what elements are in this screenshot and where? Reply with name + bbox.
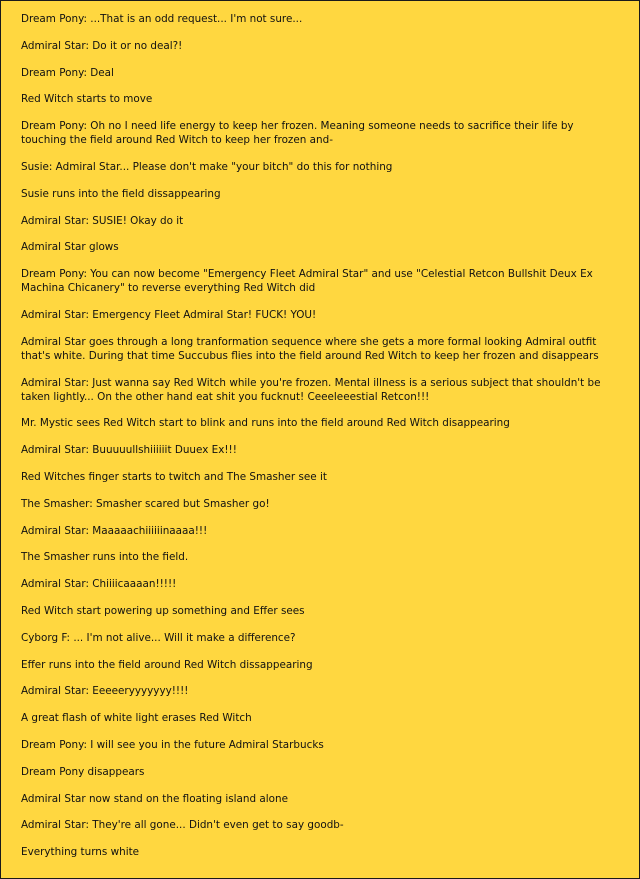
script-line: Mr. Mystic sees Red Witch start to blink and runs into the field around Red Witch disappearing <box>21 417 510 430</box>
script-line: Dream Pony disappears <box>21 765 145 778</box>
script-line: Effer runs into the field around Red Witch dissappearing <box>21 658 313 671</box>
script-line: Admiral Star: They're all gone... Didn't even get to say goodb- <box>21 819 344 832</box>
script-line: Dream Pony: I will see you in the future Admiral Starbucks <box>21 738 324 751</box>
script-line: Admiral Star: Just wanna say Red Witch while you're frozen. Mental illness is a serious subject that shouldn't be taken lightly... On the other hand eat shit you fucknut! Ceeeleeestial Retcon!!! <box>21 376 601 403</box>
script-line: Everything turns white <box>21 846 140 859</box>
script-line: Admiral Star goes through a long tranformation sequence where she gets a more formal looking Admiral outfit that's white. During that time Succubus flies into the field around Red Witch to keep her frozen and disappears <box>21 335 599 362</box>
script-line: Susie: Admiral Star... Please don't make "your bitch" do this for nothing <box>21 160 393 173</box>
script-line: Admiral Star: Buuuuullshiiiiiit Duuex Ex!!! <box>21 444 237 457</box>
script-line: Admiral Star glows <box>21 241 119 254</box>
script-line: The Smasher runs into the field. <box>21 551 189 564</box>
script-line: Dream Pony: ...That is an odd request... I'm not sure... <box>21 13 303 25</box>
script-line: Admiral Star: Eeeeeryyyyyyy!!!! <box>21 685 189 698</box>
script-line: Admiral Star: SUSIE! Okay do it <box>21 214 184 227</box>
script-line: Admiral Star: Do it or no deal?! <box>21 39 183 52</box>
script-line: The Smasher: Smasher scared but Smasher go! <box>21 497 270 510</box>
script-line: Red Witches finger starts to twitch and The Smasher see it <box>21 470 327 483</box>
script-text <box>1 1 639 859</box>
script-line: Dream Pony: You can now become "Emergency Fleet Admiral Star" and use "Celestial Retcon Bullshit Deux Ex Machina Chicanery" to reverse everything Red Witch did <box>21 268 593 295</box>
script-line: Admiral Star: Maaaaachiiiiiinaaaa!!! <box>21 524 208 537</box>
script-line: Admiral Star: Emergency Fleet Admiral Star! FUCK! YOU! <box>21 308 317 321</box>
script-line: Cyborg F: ... I'm not alive... Will it make a difference? <box>21 631 296 644</box>
script-line: Red Witch start powering up something and Effer sees <box>21 604 305 617</box>
script-line: A great flash of white light erases Red Witch <box>21 712 252 725</box>
script-line: Admiral Star now stand on the floating island alone <box>21 792 288 805</box>
script-line: Admiral Star: Chiiiicaaaan!!!!! <box>21 578 177 591</box>
script-line: Susie runs into the field dissappearing <box>21 187 221 200</box>
script-line: Dream Pony: Oh no I need life energy to keep her frozen. Meaning someone needs to sacrifice their life by touching the field around Red Witch to keep her frozen and- <box>21 120 574 147</box>
script-line: Dream Pony: Deal <box>21 66 114 79</box>
script-line: Red Witch starts to move <box>21 93 153 106</box>
